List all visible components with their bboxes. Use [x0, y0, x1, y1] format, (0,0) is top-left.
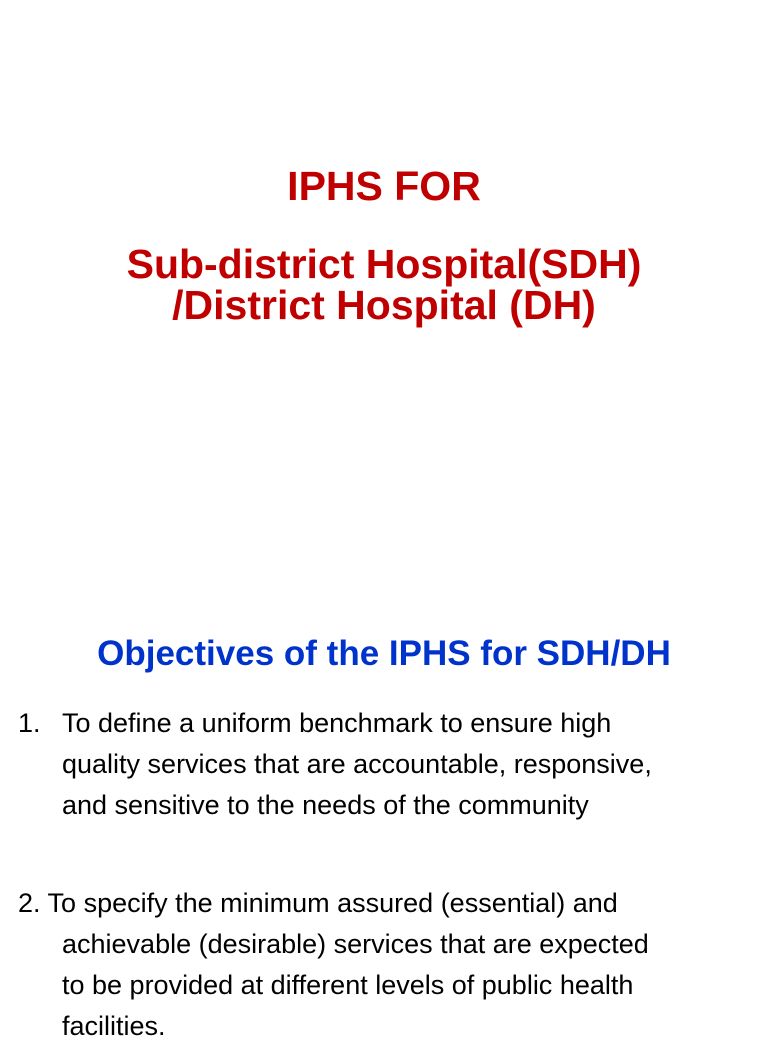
objective-number: 2. — [18, 888, 41, 918]
objective-line: to be provided at different levels of public health — [62, 970, 634, 1000]
objective-item-1 — [18, 703, 652, 826]
objective-line: quality services that are accountable, responsive, — [62, 749, 652, 779]
objective-line — [18, 883, 649, 924]
objective-item-2 — [18, 883, 649, 1047]
title-line-sdh: Sub-district Hospital(SDH) — [126, 241, 642, 287]
objective-line: facilities. — [62, 1011, 166, 1041]
title-line-iphs-for: IPHS FOR — [287, 163, 481, 209]
objective-line: achievable (desirable) services that are expected — [62, 929, 649, 959]
objective-line-text: To specify the minimum assured (essential) and — [47, 888, 618, 918]
title-line-dh: /District Hospital (DH) — [172, 282, 596, 328]
objective-line: To define a uniform benchmark to ensure high — [62, 708, 612, 738]
objective-line: and sensitive to the needs of the community — [62, 790, 589, 820]
objective-number: 1. — [18, 708, 41, 738]
objectives-heading: Objectives of the IPHS for SDH/DH — [97, 634, 671, 673]
